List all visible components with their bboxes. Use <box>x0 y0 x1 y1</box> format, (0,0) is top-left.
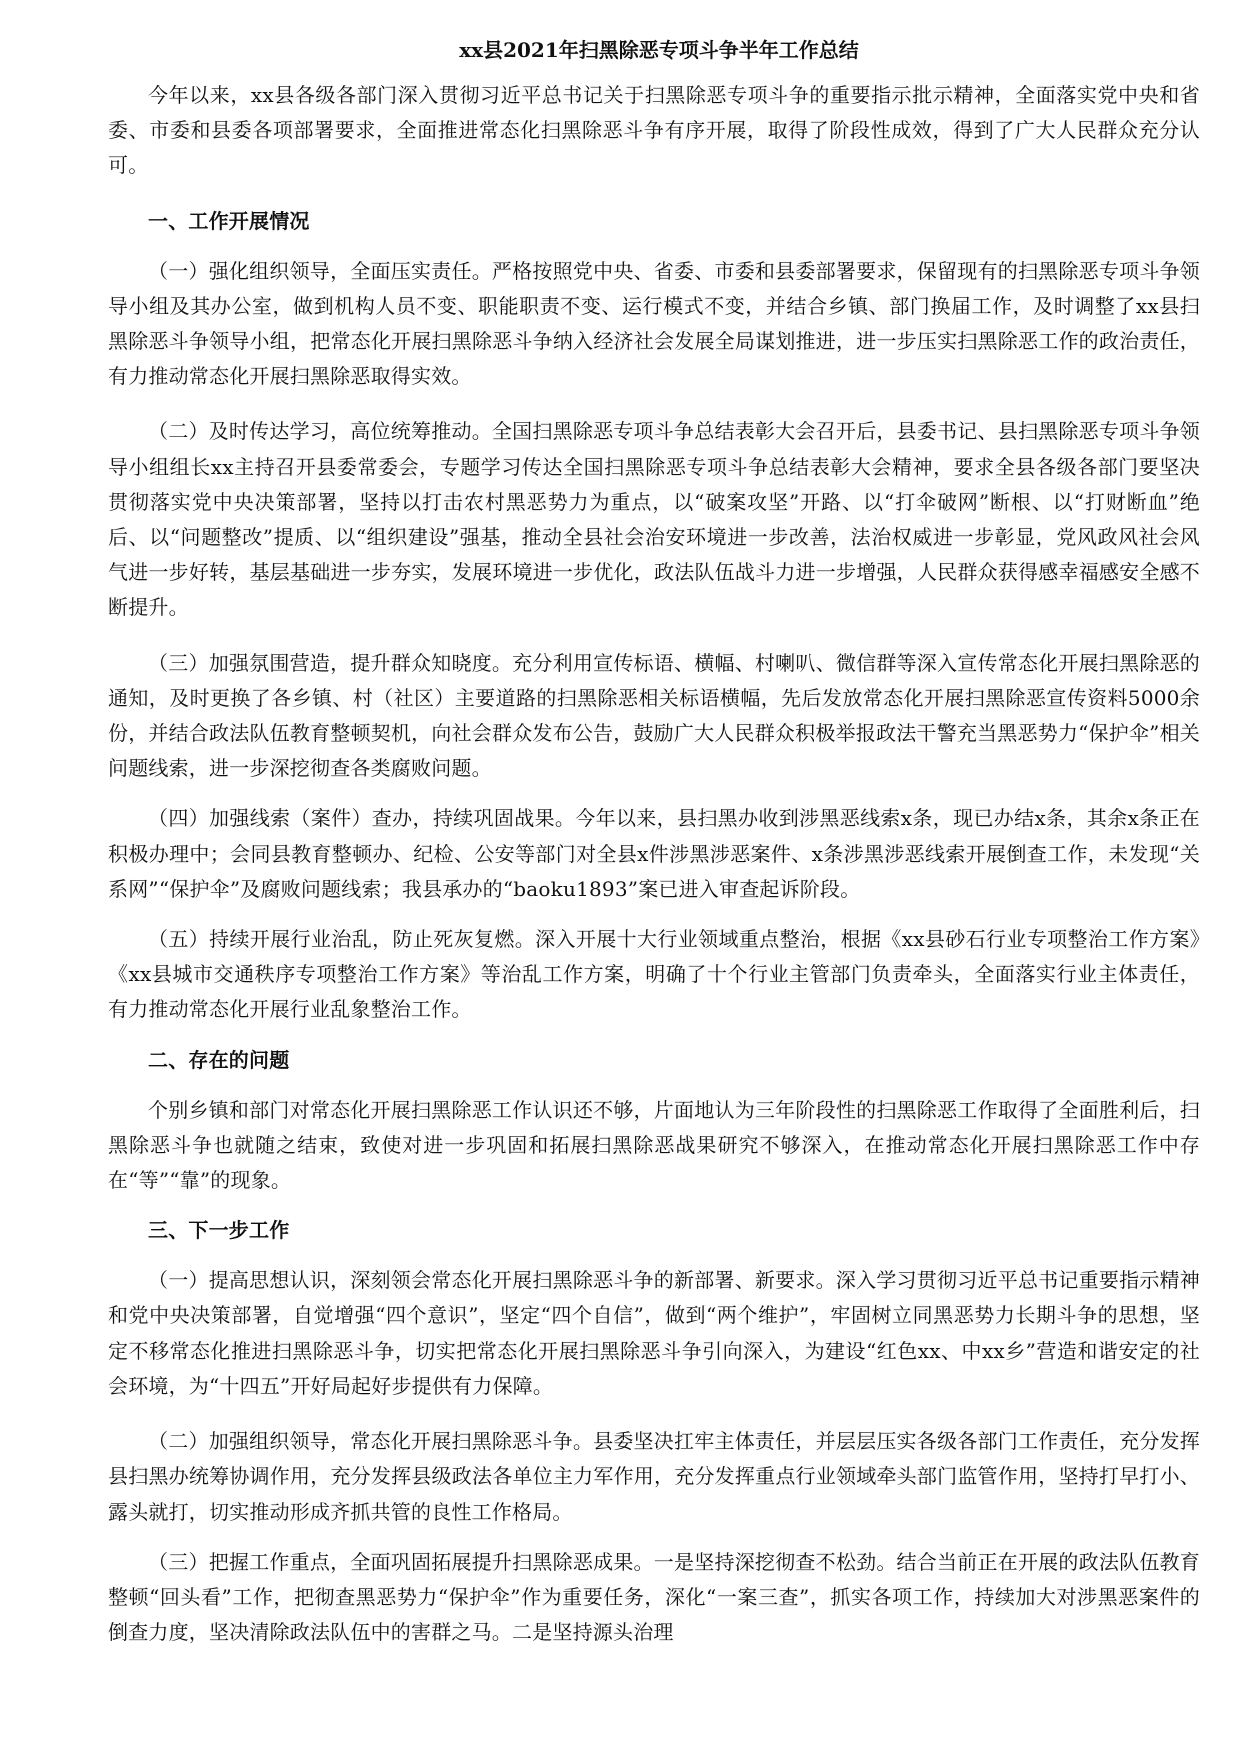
section1-paragraph-5: （五）持续开展行业治乱，防止死灰复燃。深入开展十大行业领域重点整治，根据《xx县砂石行业专项整治工作方案》《xx县城市交通秩序专项整治工作方案》等治乱工作方案，明确了十个行业主管部门负责牵头，全面落实行业主体责任，有力推动常态化开展行业乱象整治工作。 <box>108 927 1200 1022</box>
section1-paragraph-2: （二）及时传达学习，高位统筹推动。全国扫黑除恶专项斗争总结表彰大会召开后，县委书记、县扫黑除恶专项斗争领导小组组长xx主持召开县委常委会，专题学习传达全国扫黑除恶专项斗争总结表彰大会精神，要求全县各级各部门要坚决贯彻落实党中央决策部署，坚持以打击农村黑恶势力为重点，以“破案攻坚”开路、以“打伞破网”断根、以“打财断血”绝后、以“问题整改”提质、以“组织建设”强基，推动全县社会治安环境进一步改善，法治权威进一步彰显，党风政风社会风气进一步好转，基层基础进一步夯实，发展环境进一步优化，政法队伍战斗力进一步增强，人民群众获得感幸福感安全感不断提升。 <box>108 419 1200 620</box>
section-heading-next-steps <box>108 1213 1200 1248</box>
section1-paragraph-1: （一）强化组织领导，全面压实责任。严格按照党中央、省委、市委和县委部署要求，保留现有的扫黑除恶专项斗争领导小组及其办公室，做到机构人员不变、职能职责不变、运行模式不变，并结合乡镇、部门换届工作，及时调整了xx县扫黑除恶斗争领导小组，把常态化开展扫黑除恶斗争纳入经济社会发展全局谋划推进，进一步压实扫黑除恶工作的政治责任，有力推动常态化开展扫黑除恶取得实效。 <box>108 258 1200 389</box>
section-heading-problems <box>108 1043 1200 1078</box>
section1-paragraph-3: （三）加强氛围营造，提升群众知晓度。充分利用宣传标语、横幅、村喇叭、微信群等深入宣传常态化开展扫黑除恶的通知，及时更换了各乡镇、村（社区）主要道路的扫黑除恶相关标语横幅，先后发放常态化开展扫黑除恶宣传资料5000余份，并结合政法队伍教育整顿契机，向社会群众发布公告，鼓励广大人民群众积极举报政法干警充当黑恶势力“保护伞”相关问题线索，进一步深挖彻查各类腐败问题。 <box>108 650 1200 781</box>
section-heading-work-progress <box>108 204 1200 239</box>
document-page <box>108 36 1200 1650</box>
document-title: xx县2021年扫黑除恶专项斗争半年工作总结 <box>459 38 859 62</box>
section-heading-text: 二、存在的问题 <box>148 1047 290 1072</box>
section3-paragraph-1: （一）提高思想认识，深刻领会常态化开展扫黑除恶斗争的新部署、新要求。深入学习贯彻习近平总书记重要指示精神和党中央决策部署，自觉增强“四个意识”，坚定“四个自信”，做到“两个维护”，牢固树立同黑恶势力长期斗争的思想，坚定不移常态化推进扫黑除恶斗争，切实把常态化开展扫黑除恶斗争引向深入，为建设“红色xx、中xx乡”营造和谐安定的社会环境，为“十四五”开好局起好步提供有力保障。 <box>108 1268 1200 1398</box>
intro-paragraph: 今年以来，xx县各级各部门深入贯彻习近平总书记关于扫黑除恶专项斗争的重要指示批示精神，全面落实党中央和省委、市委和县委各项部署要求，全面推进常态化扫黑除恶斗争有序开展，取得了阶段性成效，得到了广大人民群众充分认可。 <box>108 83 1200 178</box>
section-heading-text: 一、工作开展情况 <box>148 208 310 233</box>
section1-paragraph-4: （四）加强线索（案件）查办，持续巩固战果。今年以来，县扫黑办收到涉黑恶线索x条，现已办结x条，其余x条正在积极办理中；会同县教育整顿办、纪检、公安等部门对全县x件涉黑涉恶案件、x条涉黑涉恶线索开展倒查工作，未发现“关系网”“保护伞”及腐败问题线索；我县承办的“baoku1893”案已进入审查起诉阶段。 <box>108 806 1200 901</box>
section3-paragraph-2: （二）加强组织领导，常态化开展扫黑除恶斗争。县委坚决扛牢主体责任，并层层压实各级各部门工作责任，充分发挥县扫黑办统筹协调作用，充分发挥县级政法各单位主力军作用，充分发挥重点行业领域牵头部门监管作用，坚持打早打小、露头就打，切实推动形成齐抓共管的良性工作格局。 <box>108 1429 1200 1524</box>
section3-paragraph-3: （三）把握工作重点，全面巩固拓展提升扫黑除恶成果。一是坚持深挖彻查不松劲。结合当前正在开展的政法队伍教育整顿“回头看”工作，把彻查黑恶势力“保护伞”作为重要任务，深化“一案三查”，抓实各项工作，持续加大对涉黑恶案件的倒查力度，坚决清除政法队伍中的害群之马。二是坚持源头治理 <box>108 1549 1200 1645</box>
section2-paragraph-1: 个别乡镇和部门对常态化开展扫黑除恶工作认识还不够，片面地认为三年阶段性的扫黑除恶工作取得了全面胜利后，扫黑除恶斗争也就随之结束，致使对进一步巩固和拓展扫黑除恶战果研究不够深入，在推动常态化开展扫黑除恶工作中存在“等”“靠”的现象。 <box>108 1097 1200 1193</box>
section-heading-text: 三、下一步工作 <box>148 1218 290 1243</box>
